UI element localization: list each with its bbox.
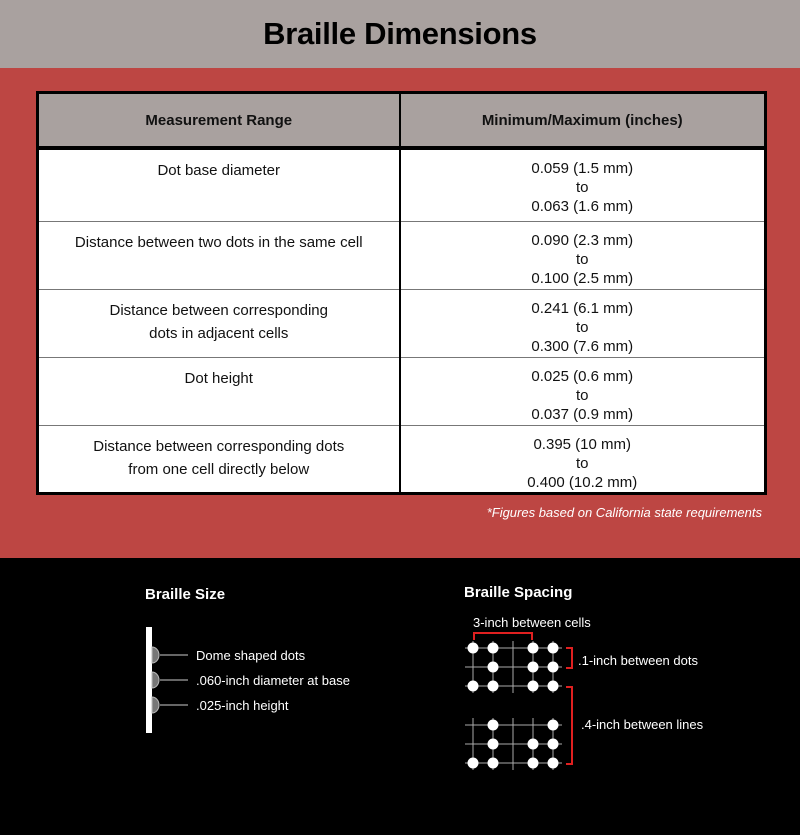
value-to: to bbox=[575, 386, 589, 404]
between-cells-label: 3-inch between cells bbox=[473, 615, 591, 630]
page-header bbox=[0, 0, 800, 68]
braille-dot bbox=[548, 739, 559, 750]
lines-bracket bbox=[566, 687, 572, 764]
braille-dot bbox=[528, 681, 539, 692]
footnote: *Figures based on California state requirements bbox=[486, 505, 762, 520]
braille-dot bbox=[468, 643, 479, 654]
page-title: Braille Dimensions bbox=[263, 16, 537, 51]
dimensions-panel bbox=[0, 68, 800, 558]
braille-dot bbox=[548, 643, 559, 654]
measurement-label: Distance between two dots in the same cell bbox=[74, 233, 363, 251]
value-min: 0.025 (0.6 mm) bbox=[531, 367, 634, 385]
value-min: 0.395 (10 mm) bbox=[533, 435, 632, 453]
value-min: 0.090 (2.3 mm) bbox=[531, 231, 634, 249]
between-dots-label: .1-inch between dots bbox=[578, 653, 698, 668]
braille-spacing-diagram bbox=[465, 633, 572, 770]
value-to: to bbox=[575, 454, 589, 472]
diagrams-panel bbox=[0, 558, 800, 835]
dome-dot-2 bbox=[152, 672, 188, 688]
measurement-label: from one cell directly below bbox=[128, 460, 310, 478]
value-cell bbox=[400, 357, 766, 425]
value-max: 0.300 (7.6 mm) bbox=[531, 337, 634, 355]
value-to: to bbox=[575, 250, 589, 268]
value-cell bbox=[400, 289, 766, 357]
braille-spacing-title: Braille Spacing bbox=[464, 584, 573, 601]
measurement-cell bbox=[38, 425, 400, 493]
value-cell bbox=[400, 425, 766, 493]
braille-dot bbox=[548, 681, 559, 692]
measurement-label: Dot height bbox=[184, 369, 253, 387]
measurement-cell bbox=[38, 221, 400, 289]
braille-dot bbox=[488, 643, 499, 654]
value-min: 0.241 (6.1 mm) bbox=[531, 299, 634, 317]
height-label: .025-inch height bbox=[196, 698, 289, 713]
value-max: 0.100 (2.5 mm) bbox=[531, 269, 634, 287]
braille-diagrams bbox=[0, 558, 800, 835]
braille-dot bbox=[528, 662, 539, 673]
braille-size-title: Braille Size bbox=[145, 586, 226, 603]
column-header-min-max: Minimum/Maximum (inches) bbox=[400, 93, 766, 149]
braille-dot bbox=[528, 643, 539, 654]
column-header-measurement: Measurement Range bbox=[38, 93, 400, 149]
dimensions-table bbox=[36, 91, 767, 495]
dome-dots-label: Dome shaped dots bbox=[196, 648, 306, 663]
value-to: to bbox=[575, 179, 589, 196]
braille-dot bbox=[548, 662, 559, 673]
value-cell bbox=[400, 221, 766, 289]
braille-dot bbox=[528, 739, 539, 750]
measurement-label: Distance between corresponding dots bbox=[93, 437, 345, 455]
measurement-cell bbox=[38, 148, 400, 221]
value-min: 0.059 (1.5 mm) bbox=[531, 160, 634, 177]
braille-dot bbox=[488, 758, 499, 769]
table-row bbox=[38, 148, 766, 221]
measurement-cell bbox=[38, 357, 400, 425]
dome-dot-1 bbox=[152, 647, 188, 663]
braille-size-diagram bbox=[146, 627, 188, 733]
table-row bbox=[38, 425, 766, 493]
braille-dot bbox=[528, 758, 539, 769]
measurement-cell bbox=[38, 289, 400, 357]
measurement-label: Dot base diameter bbox=[157, 162, 281, 179]
braille-dot bbox=[488, 739, 499, 750]
braille-dot bbox=[468, 758, 479, 769]
between-lines-label: .4-inch between lines bbox=[581, 717, 704, 732]
table-header-row bbox=[38, 93, 766, 149]
value-max: 0.063 (1.6 mm) bbox=[531, 198, 634, 215]
surface-edge bbox=[146, 627, 152, 733]
value-cell bbox=[400, 148, 766, 221]
table-row bbox=[38, 289, 766, 357]
value-max: 0.400 (10.2 mm) bbox=[527, 473, 638, 491]
table-row bbox=[38, 357, 766, 425]
braille-dot bbox=[548, 758, 559, 769]
braille-line-2 bbox=[465, 718, 562, 770]
braille-dot bbox=[488, 681, 499, 692]
braille-dot bbox=[468, 681, 479, 692]
braille-dot bbox=[488, 662, 499, 673]
dots-bracket bbox=[566, 648, 572, 668]
braille-dot bbox=[488, 720, 499, 731]
value-max: 0.037 (0.9 mm) bbox=[531, 405, 634, 423]
value-to: to bbox=[575, 318, 589, 336]
braille-line-1 bbox=[465, 641, 562, 693]
diameter-label: .060-inch diameter at base bbox=[196, 673, 350, 688]
table-row bbox=[38, 221, 766, 289]
measurement-label: dots in adjacent cells bbox=[149, 324, 289, 342]
braille-dot bbox=[548, 720, 559, 731]
measurement-label: Distance between corresponding bbox=[109, 301, 328, 319]
cells-bracket bbox=[474, 633, 532, 640]
dome-dot-3 bbox=[152, 697, 188, 713]
